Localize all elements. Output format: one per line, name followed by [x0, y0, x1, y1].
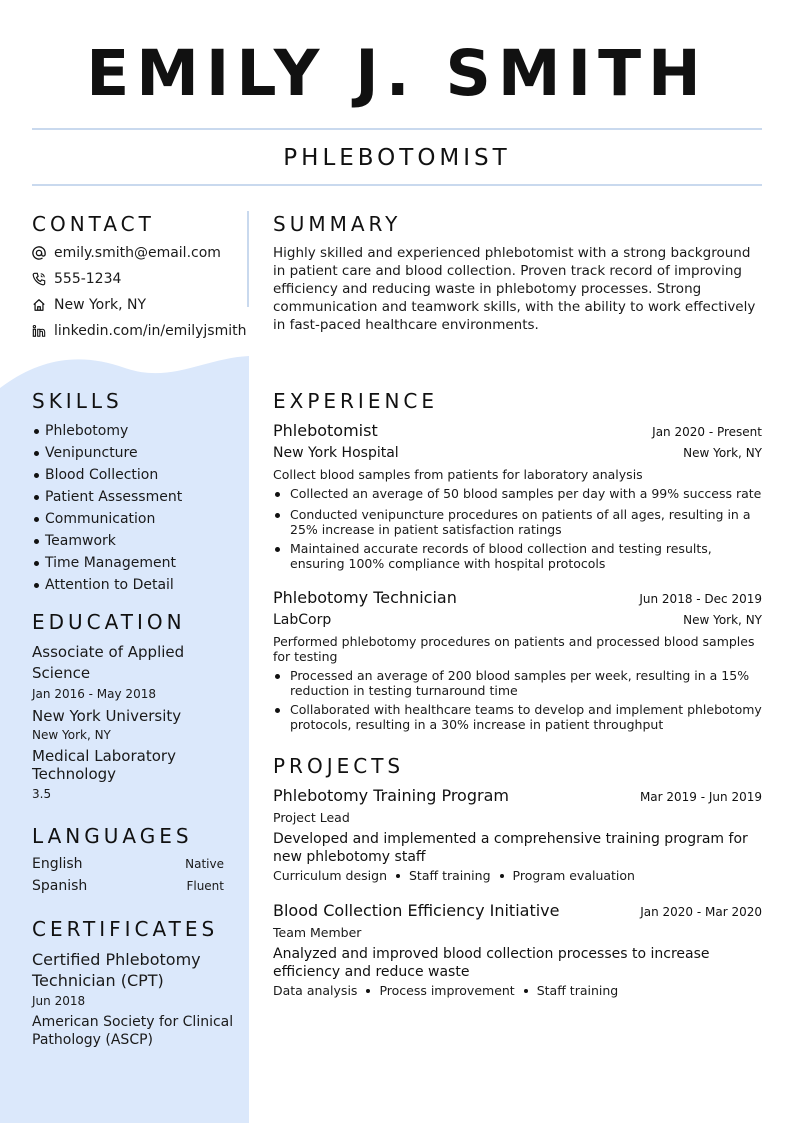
certificates-heading: CERTIFICATES — [32, 917, 219, 941]
job-company: New York Hospital — [273, 445, 399, 461]
project-tag: Staff training — [536, 983, 619, 998]
project-tags — [273, 868, 762, 883]
skill-item: Blood Collection — [32, 464, 242, 486]
column-divider — [247, 211, 249, 307]
summary-text: Highly skilled and experienced phlebotomist with a strong background in patient care and blood collection. Proven track record of improving efficiency and reducing waste in phlebotomy processes. Strong communication and teamwork skills, with the ability to work effectively in fast-paced healthcare environments. — [273, 245, 756, 333]
project-tag: Process improvement — [379, 983, 515, 998]
job-bullet: Maintained accurate records of blood collection and testing results, ensuring 100% compliance with hospital protocols — [273, 541, 762, 571]
skill-item: Patient Assessment — [32, 486, 242, 508]
language-name: Spanish — [32, 878, 88, 894]
project-description: Analyzed and improved blood collection processes to increase efficiency and reduce waste — [273, 946, 710, 980]
language-name: English — [32, 856, 83, 872]
certificate-issuer: American Society for Clinical Pathology (ASCP) — [32, 1014, 234, 1048]
skill-item: Venipuncture — [32, 442, 242, 464]
project-tags — [273, 983, 762, 998]
language-level: Fluent — [186, 879, 224, 893]
linkedin-icon — [32, 324, 46, 338]
language-level: Native — [185, 857, 224, 871]
project-tag: Staff training — [409, 868, 491, 883]
job-bullet: Collected an average of 50 blood samples per day with a 99% success rate — [273, 486, 762, 501]
project-title: Blood Collection Efficiency Initiative — [273, 901, 560, 920]
skill-item: Phlebotomy — [32, 420, 242, 442]
job-title: Phlebotomist — [273, 421, 378, 440]
skill-item: Communication — [32, 508, 242, 530]
education-gpa: 3.5 — [32, 787, 52, 801]
education-location: New York, NY — [32, 728, 111, 742]
job-company-row — [273, 612, 762, 628]
job-dates: Jan 2020 - Present — [652, 425, 762, 439]
phone-icon — [32, 272, 46, 286]
skill-item: Time Management — [32, 552, 242, 574]
language-row — [32, 875, 224, 897]
job-header — [273, 421, 762, 440]
certificate-date: Jun 2018 — [32, 994, 86, 1008]
contact-location-text: New York, NY — [54, 297, 147, 313]
education-dates: Jan 2016 - May 2018 — [32, 687, 156, 701]
project-title: Phlebotomy Training Program — [273, 786, 509, 805]
contact-linkedin-text: linkedin.com/in/emilyjsmith — [54, 323, 247, 339]
project-tag: Data analysis — [273, 983, 358, 998]
job-location: New York, NY — [683, 446, 762, 460]
project-tag: Curriculum design — [273, 868, 387, 883]
job-description: Performed phlebotomy procedures on patients and processed blood samples for testing — [273, 634, 755, 664]
contact-phone[interactable] — [32, 269, 121, 289]
job-title: Phlebotomy Technician — [273, 588, 457, 607]
job-bullet: Conducted venipuncture procedures on patients of all ages, resulting in a 25% increase in patient satisfaction ratings — [273, 507, 762, 537]
home-icon — [32, 298, 46, 312]
languages-heading: LANGUAGES — [32, 824, 193, 848]
project-header — [273, 901, 762, 920]
project-dates: Jan 2020 - Mar 2020 — [640, 905, 762, 919]
education-school: New York University — [32, 707, 182, 725]
skills-list — [32, 420, 242, 596]
project-role: Project Lead — [273, 810, 350, 825]
skill-item: Attention to Detail — [32, 574, 242, 596]
projects-heading: PROJECTS — [273, 754, 405, 778]
resume-name: EMILY J. SMITH — [86, 37, 708, 110]
skills-heading: SKILLS — [32, 389, 123, 413]
at-icon — [32, 246, 46, 260]
job-dates: Jun 2018 - Dec 2019 — [639, 592, 762, 606]
project-description: Developed and implemented a comprehensive training program for new phlebotomy staff — [273, 831, 748, 865]
language-row — [32, 853, 224, 875]
job-title: PHLEBOTOMIST — [283, 145, 511, 171]
certificate-name: Certified Phlebotomy Technician (CPT) — [32, 950, 201, 990]
contact-location — [32, 295, 146, 315]
project-header — [273, 786, 762, 805]
contact-email[interactable] — [32, 243, 221, 263]
experience-heading: EXPERIENCE — [273, 389, 439, 413]
contact-linkedin[interactable] — [32, 321, 246, 341]
header-divider-top — [32, 128, 762, 130]
skill-item: Teamwork — [32, 530, 242, 552]
header-divider-bottom — [32, 184, 762, 186]
education-degree: Associate of Applied Science — [32, 643, 185, 682]
education-heading: EDUCATION — [32, 610, 186, 634]
contact-heading: CONTACT — [32, 212, 155, 236]
contact-email-text: emily.smith@email.com — [54, 245, 221, 261]
education-field: Medical Laboratory Technology — [32, 747, 176, 783]
job-company: LabCorp — [273, 612, 332, 628]
project-role: Team Member — [273, 925, 362, 940]
contact-phone-text: 555-1234 — [54, 271, 122, 287]
job-company-row — [273, 445, 762, 461]
job-description: Collect blood samples from patients for laboratory analysis — [273, 467, 643, 482]
project-tag: Program evaluation — [512, 868, 635, 883]
summary-heading: SUMMARY — [273, 212, 402, 236]
project-dates: Mar 2019 - Jun 2019 — [639, 790, 762, 804]
job-location: New York, NY — [683, 613, 762, 627]
job-header — [273, 588, 762, 607]
job-bullet: Collaborated with healthcare teams to develop and implement phlebotomy protocols, resulting in a 30% increase in patient throughput — [273, 702, 762, 732]
job-bullet: Processed an average of 200 blood samples per week, resulting in a 15% reduction in testing turnaround time — [273, 668, 762, 698]
